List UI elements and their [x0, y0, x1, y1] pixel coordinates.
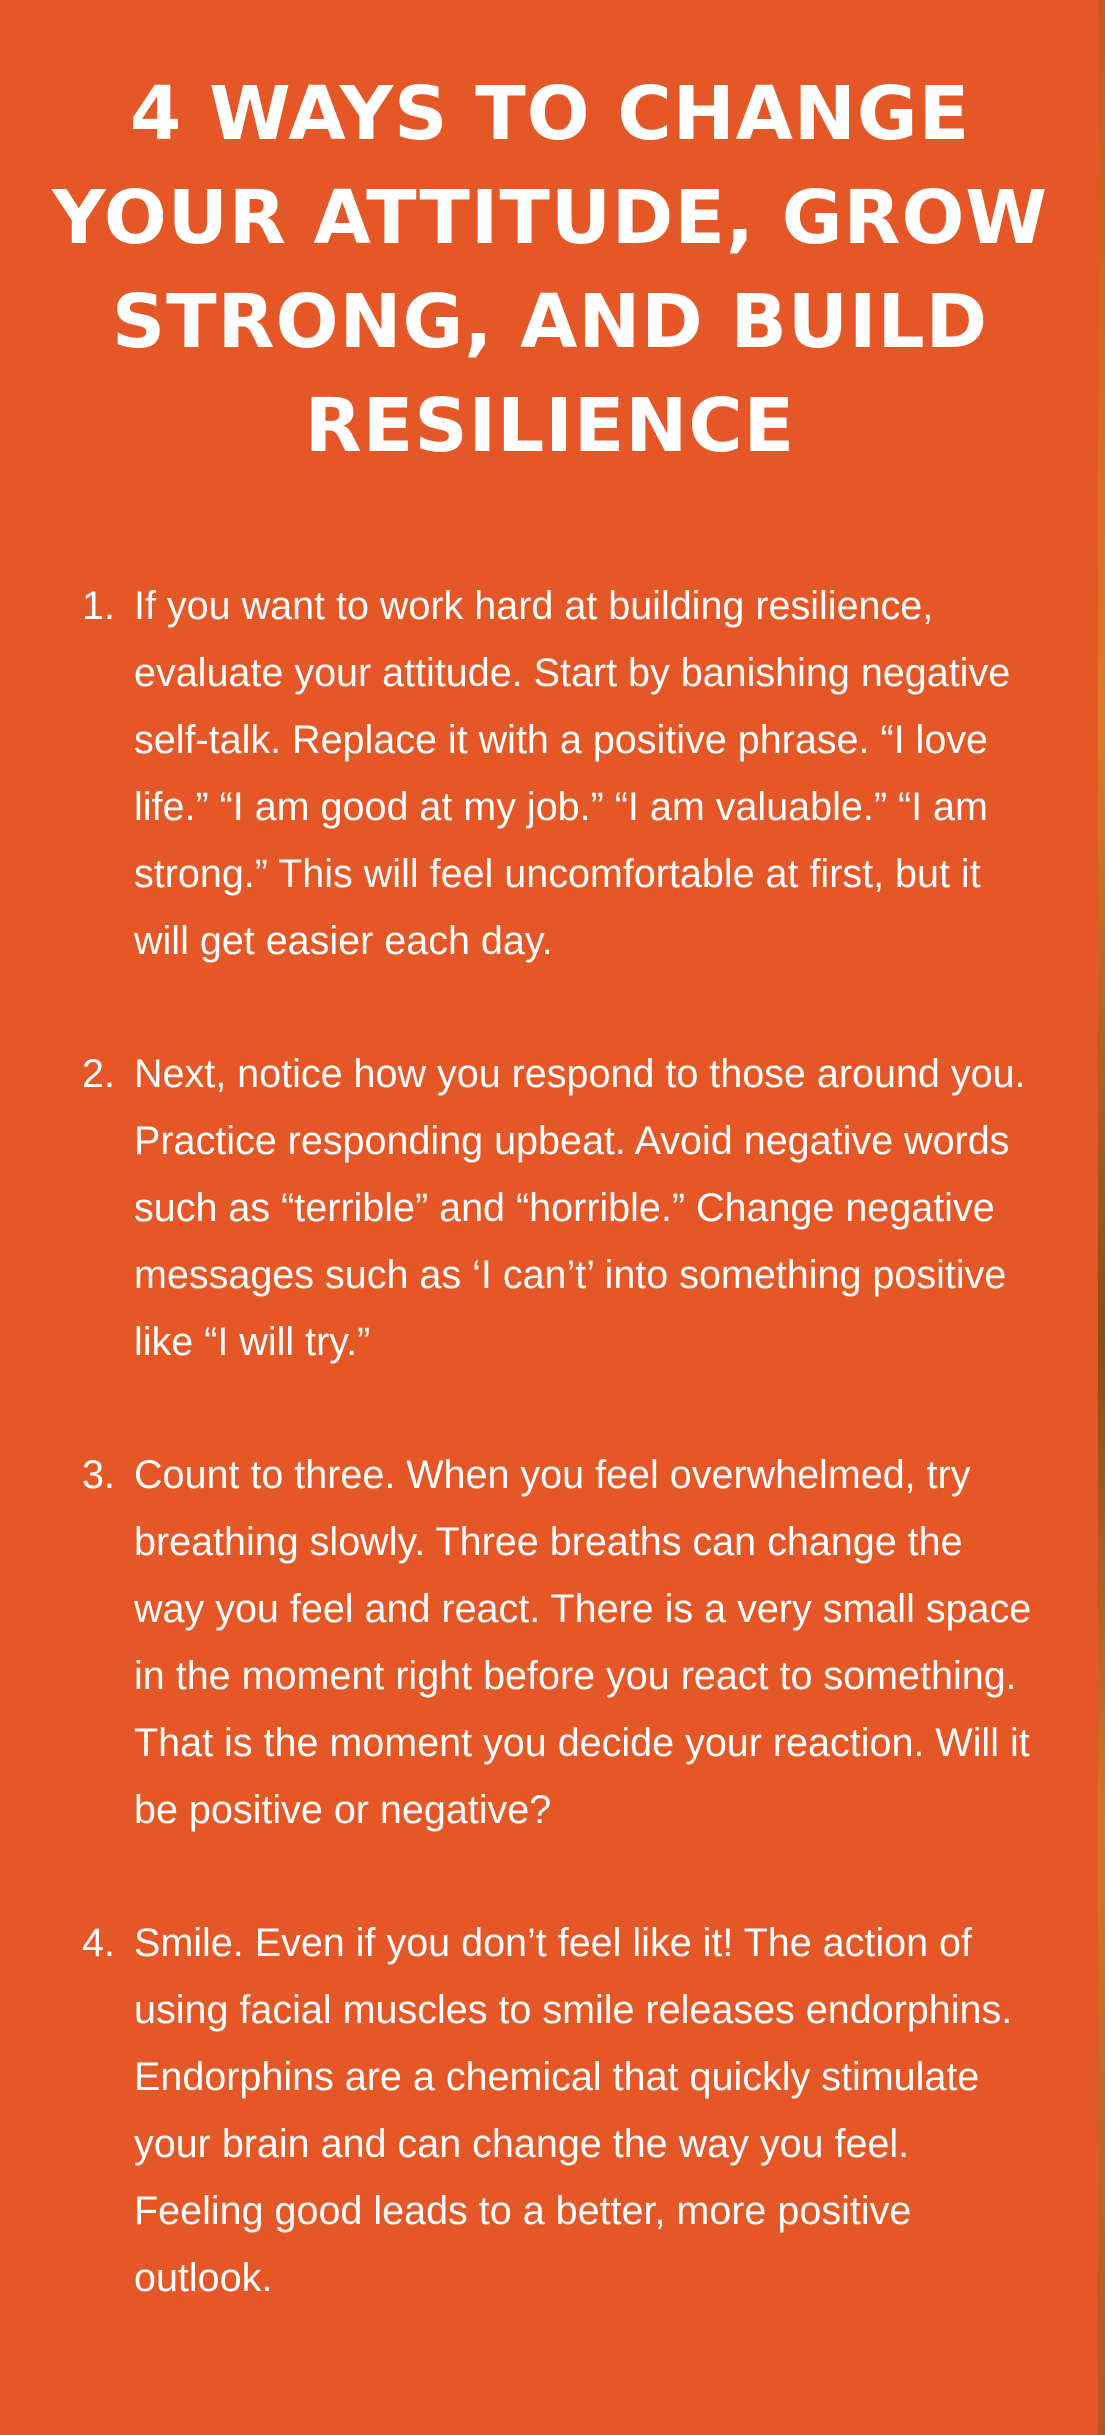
- tip-item-2: [82, 1041, 1042, 1376]
- tips-list: [82, 573, 1042, 2378]
- page-title: 4 WAYS TO CHANGE YOUR ATTITUDE, GROW STRONG, AND BUILD RESILIENCE: [51, 71, 1049, 469]
- tip-item-3: [82, 1442, 1042, 1844]
- tip-text: Count to three. When you feel overwhelmed, try breathing slowly. Three breaths can change the way you feel and react. There is a very small space in the moment right before you react to something. That is the moment you decide your reaction. Will it be positive or negative?: [134, 1453, 1032, 1832]
- tip-number: 3.: [82, 1453, 115, 1497]
- tip-item-1: [82, 573, 1042, 975]
- tip-number: 4.: [82, 1921, 115, 1965]
- tip-text: If you want to work hard at building resilience, evaluate your attitude. Start by banishing negative self-talk. Replace it with a positive phrase. “I love life.” “I am good at my job.” “I am valuable.” “I am strong.” This will feel uncomfortable at first, but it will get easier each day.: [134, 584, 1011, 963]
- tip-text: Smile. Even if you don’t feel like it! The action of using facial muscles to smile releases endorphins. Endorphins are a chemical that quickly stimulate your brain and can change the way you feel. Feeling good leads to a better, more positive outlook.: [134, 1921, 1013, 2300]
- tip-number: 1.: [82, 584, 115, 628]
- page-edge-strip: [1098, 0, 1105, 2435]
- tip-item-4: [82, 1910, 1042, 2312]
- tip-text: Next, notice how you respond to those around you. Practice responding upbeat. Avoid negative words such as “terrible” and “horrible.” Change negative messages such as ‘I can’t’ into something positive like “I will try.”: [134, 1052, 1026, 1364]
- tip-number: 2.: [82, 1052, 115, 1096]
